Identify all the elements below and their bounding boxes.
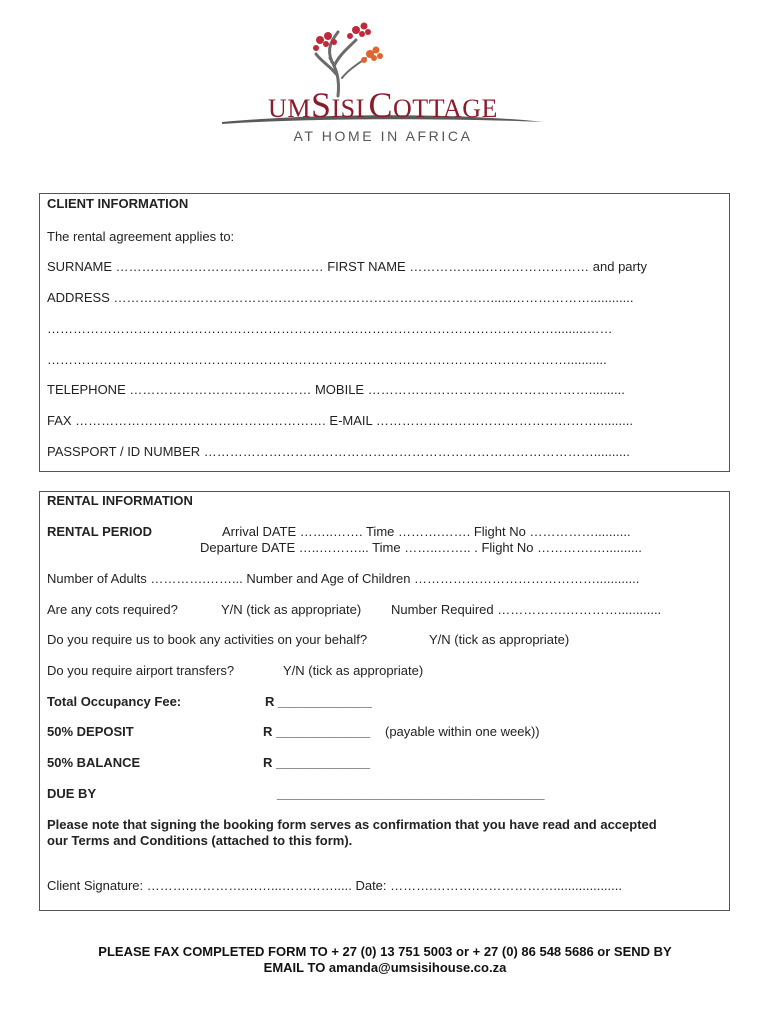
transfers-yn-option[interactable]: Y/N (tick as appropriate) [283,663,424,678]
rental-agreement-intro: The rental agreement applies to: [47,229,235,244]
rental-period-label: RENTAL PERIOD [47,524,152,539]
departure-field[interactable]: Departure DATE …..………... Time ……..…….. . Flight No ………….….......... [200,540,642,555]
deposit-label: 50% DEPOSIT [47,724,134,739]
terms-note-line-2: our Terms and Conditions (attached to this form). [47,833,353,848]
occupancy-fee-field[interactable]: R _____________ [265,694,372,709]
balance-field[interactable]: R _____________ [263,755,370,770]
adults-children-field[interactable]: Number of Adults ………….……... Number and Age of Children ……………………………………............ [47,571,640,586]
arrival-field[interactable]: Arrival DATE ……..……. Time ……….……. Flight No …………….......... [222,524,631,539]
balance-label: 50% BALANCE [47,755,141,770]
address-field-line-2[interactable]: ……………………………………………………………………………………………………….........…… [47,321,613,336]
brand-name: UMSISI COTTAGE [268,85,498,125]
client-info-heading: CLIENT INFORMATION [47,196,189,211]
address-field-line-1[interactable]: ADDRESS ……………………………………………………………………………......………………............ [47,290,634,305]
due-by-label: DUE BY [47,786,97,801]
surname-firstname-field[interactable]: SURNAME ………………………………………… FIRST NAME ……………...…………………… and party [47,259,647,274]
deposit-field[interactable]: R _____________ [263,724,370,739]
occupancy-fee-label: Total Occupancy Fee: [47,694,182,709]
transfers-question: Do you require airport transfers? [47,663,235,678]
cots-number-field[interactable]: Number Required …………….…………............ [391,602,662,617]
umsisi-cottage-logo [218,18,548,148]
cots-yn-option[interactable]: Y/N (tick as appropriate) [221,602,362,617]
activities-question: Do you require us to book any activities on your behalf? [47,632,368,647]
fax-email-field[interactable]: FAX …………………………………………………. E-MAIL …………………………………………….......... [47,413,633,428]
rental-info-heading: RENTAL INFORMATION [47,493,193,508]
tagline: AT HOME IN AFRICA [293,128,473,144]
cots-question: Are any cots required? [47,602,178,617]
footer-email-instructions: EMAIL TO amanda@umsisihouse.co.za [263,960,507,975]
telephone-mobile-field[interactable]: TELEPHONE …………………………………… MOBILE …………………………………………….......... [47,382,625,397]
due-by-field[interactable]: _____________________________________ [277,786,545,801]
terms-note-line-1: Please note that signing the booking form serves as confirmation that you have read and accepted [47,817,657,832]
passport-id-field[interactable]: PASSPORT / ID NUMBER ……………………………………………………………………………….......... [47,444,630,459]
activities-yn-option[interactable]: Y/N (tick as appropriate) [429,632,570,647]
signature-date-field[interactable]: Client Signature: ……….………….……...…………..... Date: ……….……….………………................... [47,878,622,893]
footer-fax-instructions: PLEASE FAX COMPLETED FORM TO + 27 (0) 13 751 5003 or + 27 (0) 86 548 5686 or SEND BY [98,944,672,959]
address-field-line-3[interactable]: …………………………………………………………………………………………………………........... [47,352,607,367]
deposit-note: (payable within one week)) [385,724,540,739]
